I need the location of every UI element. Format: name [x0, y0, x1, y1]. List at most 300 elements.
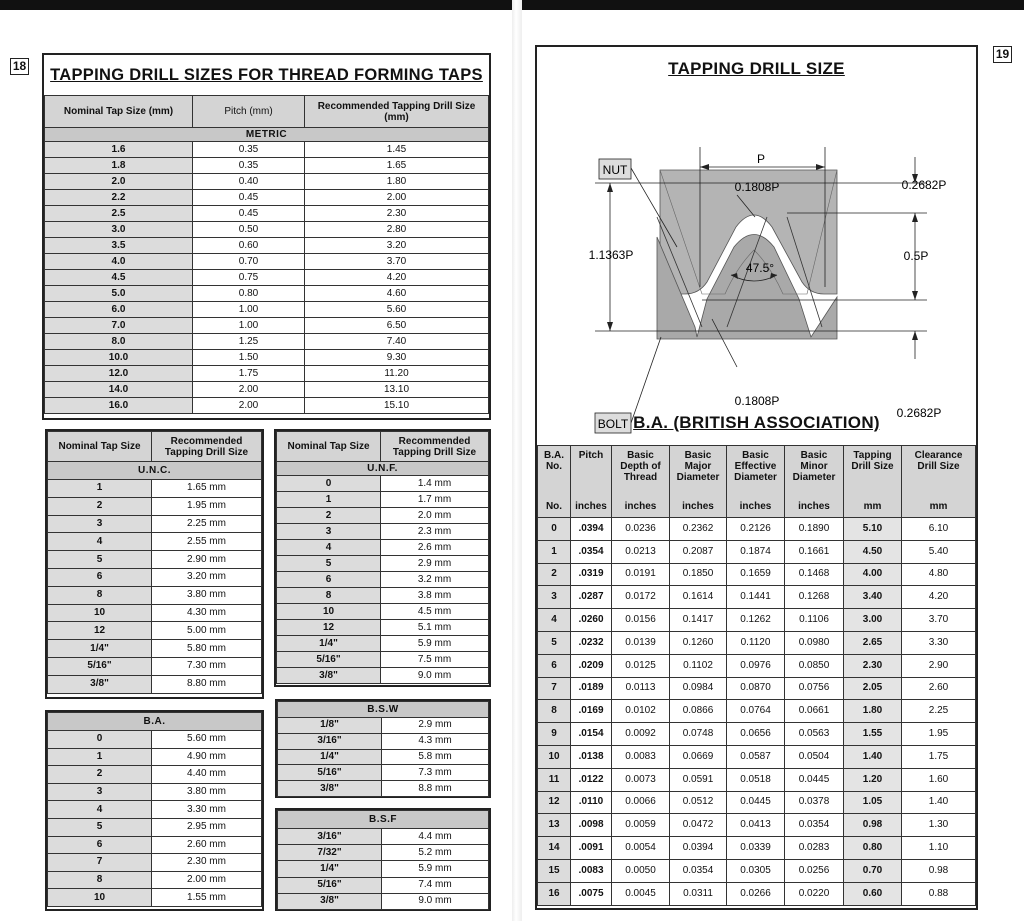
table-cell: 3: [277, 524, 381, 540]
table-cell: 2: [538, 563, 571, 586]
label-angle: 47.5°: [745, 261, 775, 275]
table-row: [48, 675, 262, 693]
table-cell: 0.0661: [785, 700, 844, 723]
table-row: [277, 492, 489, 508]
table-cell: 1.45: [305, 142, 489, 158]
table-cell: .0110: [571, 791, 612, 814]
table-cell: 5.9 mm: [381, 636, 489, 652]
table-row: [277, 572, 489, 588]
table-row: [277, 668, 489, 684]
ba-header-unit-cell: inches: [571, 496, 612, 518]
thread-diagram: [537, 87, 976, 437]
ba-header-cell: Basic Depth of Thread: [612, 446, 670, 496]
metric-section-label: METRIC: [45, 128, 489, 142]
table-cell: 2.05: [844, 677, 902, 700]
table-cell: 3/16": [278, 829, 382, 845]
table-cell: 3.5: [45, 238, 193, 254]
table-cell: 2.55 mm: [152, 533, 262, 551]
metric-header-size: Nominal Tap Size (mm): [45, 96, 193, 128]
table-cell: 4.3 mm: [382, 733, 489, 749]
table-cell: 2.95 mm: [152, 818, 262, 836]
table-cell: 5: [48, 818, 152, 836]
table-row: [538, 814, 976, 837]
table-row: [45, 254, 489, 270]
table-cell: 3.80 mm: [152, 586, 262, 604]
table-cell: 3.0: [45, 222, 193, 238]
metric-table-body: [45, 142, 489, 414]
table-cell: 2.25: [902, 700, 976, 723]
table-row: [48, 889, 262, 907]
table-cell: 10: [48, 604, 152, 622]
table-cell: 0.0283: [785, 837, 844, 860]
page-number-left: 18: [10, 58, 29, 75]
bsw-table-box: [275, 699, 491, 798]
table-cell: 2.2: [45, 190, 193, 206]
table-cell: 3.80 mm: [152, 783, 262, 801]
table-cell: 7/32": [278, 845, 382, 861]
table-cell: 12: [538, 791, 571, 814]
table-row: [538, 631, 976, 654]
table-cell: 2.6 mm: [381, 540, 489, 556]
ba-header-unit-cell: mm: [902, 496, 976, 518]
table-row: [45, 350, 489, 366]
table-cell: 0.45: [193, 190, 305, 206]
table-cell: 0.1850: [670, 563, 727, 586]
table-row: [48, 748, 262, 766]
table-cell: 0.40: [193, 174, 305, 190]
table-cell: 0.0213: [612, 540, 670, 563]
table-cell: 0.0656: [727, 723, 785, 746]
table-cell: 4.30 mm: [152, 604, 262, 622]
table-cell: .0354: [571, 540, 612, 563]
table-cell: 5.1 mm: [381, 620, 489, 636]
table-cell: 0.0504: [785, 745, 844, 768]
table-cell: 3.70: [902, 609, 976, 632]
table-cell: 4.50: [844, 540, 902, 563]
table-row: [277, 588, 489, 604]
table-cell: 1.40: [844, 745, 902, 768]
table-row: [48, 836, 262, 854]
table-cell: 0.0172: [612, 586, 670, 609]
table-row: [48, 657, 262, 675]
table-cell: 0.0756: [785, 677, 844, 700]
table-row: [48, 783, 262, 801]
table-cell: 6: [48, 836, 152, 854]
table-cell: 0.0311: [670, 882, 727, 905]
table-cell: 1.10: [902, 837, 976, 860]
table-row: [45, 334, 489, 350]
table-cell: 0.88: [902, 882, 976, 905]
table-cell: 0.0050: [612, 859, 670, 882]
table-cell: 5: [277, 556, 381, 572]
table-row: [278, 749, 489, 765]
table-cell: 5.2 mm: [382, 845, 489, 861]
bsf-table-box: [275, 808, 491, 911]
diagram-title: TAPPING DRILL SIZE: [668, 59, 845, 78]
table-cell: 0.0125: [612, 654, 670, 677]
table-cell: 0.50: [193, 222, 305, 238]
table-cell: 0.0083: [612, 745, 670, 768]
table-cell: 1.75: [902, 745, 976, 768]
table-cell: 5.40: [902, 540, 976, 563]
ba-table: [537, 445, 976, 906]
table-cell: .0083: [571, 859, 612, 882]
table-cell: 0: [538, 518, 571, 541]
table-cell: 6: [538, 654, 571, 677]
table-cell: 5.60 mm: [152, 731, 262, 749]
table-cell: 1/4": [277, 636, 381, 652]
table-cell: 1.50: [193, 350, 305, 366]
table-cell: 9.0 mm: [381, 668, 489, 684]
ba-header-cell: Basic Major Diameter: [670, 446, 727, 496]
table-row: [48, 731, 262, 749]
table-row: [538, 768, 976, 791]
table-row: [45, 398, 489, 414]
table-cell: 14.0: [45, 382, 193, 398]
table-cell: 0.0066: [612, 791, 670, 814]
ba-header-cell: Tapping Drill Size: [844, 446, 902, 496]
table-row: [278, 718, 489, 734]
table-row: [45, 206, 489, 222]
table-cell: 0.0984: [670, 677, 727, 700]
table-cell: 2.5: [45, 206, 193, 222]
table-cell: 0.1661: [785, 540, 844, 563]
table-cell: 0.0059: [612, 814, 670, 837]
table-cell: 3.2 mm: [381, 572, 489, 588]
table-cell: 2.30: [844, 654, 902, 677]
table-cell: 1.6: [45, 142, 193, 158]
table-cell: 0.0191: [612, 563, 670, 586]
table-cell: 5.8 mm: [382, 749, 489, 765]
table-cell: .0232: [571, 631, 612, 654]
table-cell: 3/8": [278, 781, 382, 797]
table-cell: 5.80 mm: [152, 640, 262, 658]
ba-table-body: [538, 518, 976, 906]
table-cell: 15.10: [305, 398, 489, 414]
table-cell: 9: [538, 723, 571, 746]
table-cell: 1.55 mm: [152, 889, 262, 907]
main-title: TAPPING DRILL SIZES FOR THREAD FORMING TAPS: [50, 66, 483, 84]
table-cell: 11.20: [305, 366, 489, 382]
table-cell: 2.25 mm: [152, 515, 262, 533]
table-cell: 4.60: [305, 286, 489, 302]
table-cell: 7.4 mm: [382, 877, 489, 893]
page-gutter: [512, 0, 522, 921]
table-cell: .0169: [571, 700, 612, 723]
metric-header-drill: Recommended Tapping Drill Size (mm): [305, 96, 489, 128]
table-cell: 6.0: [45, 302, 193, 318]
table-row: [278, 861, 489, 877]
table-cell: 4.20: [902, 586, 976, 609]
table-cell: 8: [277, 588, 381, 604]
table-cell: 5.0: [45, 286, 193, 302]
label-depth: 1.1363P: [588, 248, 634, 262]
table-cell: 1.7 mm: [381, 492, 489, 508]
table-cell: 2: [48, 497, 152, 515]
table-cell: 1/4": [278, 749, 382, 765]
ba-small-table: [47, 712, 262, 907]
table-row: [277, 556, 489, 572]
table-cell: 8: [48, 586, 152, 604]
table-cell: 10: [538, 745, 571, 768]
unc-header-drill: Recommended Tapping Drill Size: [152, 432, 262, 462]
table-cell: 0.0587: [727, 745, 785, 768]
label-half: 0.5P: [903, 249, 929, 263]
table-cell: 1: [48, 480, 152, 498]
table-cell: 10: [48, 889, 152, 907]
bsf-table-body: [278, 829, 489, 910]
table-row: [538, 586, 976, 609]
ba-header-cell: B.A. No.: [538, 446, 571, 496]
table-cell: 1.20: [844, 768, 902, 791]
table-cell: 8.80 mm: [152, 675, 262, 693]
table-cell: 0.0354: [670, 859, 727, 882]
table-cell: 7.30 mm: [152, 657, 262, 675]
table-cell: 1.8: [45, 158, 193, 174]
unc-section-label: U.N.C.: [48, 462, 262, 480]
table-row: [538, 518, 976, 541]
table-row: [48, 766, 262, 784]
table-cell: 0.0073: [612, 768, 670, 791]
table-cell: 2.00: [193, 398, 305, 414]
table-row: [538, 677, 976, 700]
table-cell: 0.0045: [612, 882, 670, 905]
table-cell: 1.80: [844, 700, 902, 723]
table-cell: 0.0394: [670, 837, 727, 860]
table-cell: 16.0: [45, 398, 193, 414]
table-cell: 1.4 mm: [381, 476, 489, 492]
table-cell: 1: [277, 492, 381, 508]
table-cell: 0.98: [902, 859, 976, 882]
table-cell: 2.90: [902, 654, 976, 677]
table-cell: 8: [538, 700, 571, 723]
table-cell: 0.0764: [727, 700, 785, 723]
table-cell: .0260: [571, 609, 612, 632]
table-cell: 0: [277, 476, 381, 492]
label-p: P: [756, 152, 766, 166]
table-cell: 7.0: [45, 318, 193, 334]
bsw-section-label: B.S.W: [278, 702, 489, 718]
table-cell: 0.0378: [785, 791, 844, 814]
table-cell: 3/8": [48, 675, 152, 693]
table-cell: .0154: [571, 723, 612, 746]
table-cell: 5: [48, 551, 152, 569]
table-row: [278, 733, 489, 749]
ba-header-cell: Clearance Drill Size: [902, 446, 976, 496]
table-cell: 5/16": [277, 652, 381, 668]
table-cell: 0.0305: [727, 859, 785, 882]
table-cell: 0.45: [193, 206, 305, 222]
label-crest-bottom: 0.1808P: [734, 394, 780, 408]
table-cell: 0.0748: [670, 723, 727, 746]
table-cell: 5: [538, 631, 571, 654]
table-row: [538, 654, 976, 677]
table-cell: 8.0: [45, 334, 193, 350]
table-row: [48, 551, 262, 569]
table-cell: 0.0236: [612, 518, 670, 541]
table-cell: 0.2087: [670, 540, 727, 563]
table-cell: 7: [538, 677, 571, 700]
table-cell: 3.20 mm: [152, 568, 262, 586]
table-cell: .0394: [571, 518, 612, 541]
table-cell: 6: [277, 572, 381, 588]
table-cell: 2.30 mm: [152, 854, 262, 872]
table-cell: 2.0: [45, 174, 193, 190]
table-cell: 2.00: [305, 190, 489, 206]
ba-small-section-label: B.A.: [48, 713, 262, 731]
table-cell: 4.90 mm: [152, 748, 262, 766]
table-cell: 0.1106: [785, 609, 844, 632]
table-cell: 0.0512: [670, 791, 727, 814]
table-row: [48, 480, 262, 498]
table-row: [48, 622, 262, 640]
label-nut: NUT: [602, 163, 628, 177]
unf-table-box: [274, 429, 491, 687]
table-cell: 2.60 mm: [152, 836, 262, 854]
table-cell: 4.4 mm: [382, 829, 489, 845]
table-row: [48, 533, 262, 551]
table-cell: 8: [48, 871, 152, 889]
table-row: [45, 318, 489, 334]
table-row: [48, 515, 262, 533]
table-row: [277, 508, 489, 524]
table-cell: 1: [48, 748, 152, 766]
table-cell: 1: [538, 540, 571, 563]
ba-header-unit-cell: mm: [844, 496, 902, 518]
right-page-frame: [535, 45, 978, 910]
table-row: [278, 829, 489, 845]
table-cell: 0.0980: [785, 631, 844, 654]
table-cell: 6.50: [305, 318, 489, 334]
table-cell: 0.0102: [612, 700, 670, 723]
table-row: [45, 158, 489, 174]
table-cell: 0.98: [844, 814, 902, 837]
label-right-bottom: 0.2682P: [896, 406, 942, 420]
ba-header-unit-cell: inches: [612, 496, 670, 518]
table-cell: 0.2362: [670, 518, 727, 541]
table-cell: 3.40: [844, 586, 902, 609]
label-bolt: BOLT: [597, 417, 629, 431]
table-cell: 2.65: [844, 631, 902, 654]
table-cell: 0.1120: [727, 631, 785, 654]
table-row: [45, 382, 489, 398]
metric-header-pitch: Pitch (mm): [193, 96, 305, 128]
table-cell: 1.95: [902, 723, 976, 746]
table-cell: 2.00: [193, 382, 305, 398]
table-cell: 6: [48, 568, 152, 586]
table-cell: 0.1262: [727, 609, 785, 632]
table-row: [277, 636, 489, 652]
table-cell: 3: [538, 586, 571, 609]
table-cell: 1.65: [305, 158, 489, 174]
table-cell: 3/16": [278, 733, 382, 749]
table-row: [278, 781, 489, 797]
table-cell: 2: [277, 508, 381, 524]
ba-header-unit-cell: inches: [785, 496, 844, 518]
table-cell: 3.30 mm: [152, 801, 262, 819]
table-cell: 10.0: [45, 350, 193, 366]
table-cell: 4.00: [844, 563, 902, 586]
unf-table: [276, 431, 489, 684]
table-cell: 4: [277, 540, 381, 556]
table-cell: 7.5 mm: [381, 652, 489, 668]
unc-table-box: [45, 429, 264, 699]
table-cell: 1/4": [278, 861, 382, 877]
unc-header-size: Nominal Tap Size: [48, 432, 152, 462]
ba-header-unit-cell: inches: [727, 496, 785, 518]
label-crest-top: 0.1808P: [734, 180, 780, 194]
table-cell: 0.0976: [727, 654, 785, 677]
table-cell: 0: [48, 731, 152, 749]
table-cell: 0.70: [193, 254, 305, 270]
table-cell: 0.35: [193, 142, 305, 158]
ba-small-table-body: [48, 731, 262, 907]
table-cell: 15: [538, 859, 571, 882]
table-cell: 0.0354: [785, 814, 844, 837]
ba-header-cell: Basic Minor Diameter: [785, 446, 844, 496]
table-row: [48, 801, 262, 819]
table-cell: 0.0113: [612, 677, 670, 700]
table-cell: 0.0870: [727, 677, 785, 700]
table-row: [277, 524, 489, 540]
table-cell: 0.0139: [612, 631, 670, 654]
table-cell: 1.30: [902, 814, 976, 837]
table-cell: 1.60: [902, 768, 976, 791]
table-cell: 4.20: [305, 270, 489, 286]
table-cell: 5.60: [305, 302, 489, 318]
table-cell: 5/16": [278, 877, 382, 893]
table-cell: .0189: [571, 677, 612, 700]
table-cell: 0.0445: [727, 791, 785, 814]
metric-table-box: [42, 53, 491, 420]
table-cell: 1.40: [902, 791, 976, 814]
bsw-table-body: [278, 718, 489, 797]
table-cell: 0.60: [844, 882, 902, 905]
table-cell: 0.1874: [727, 540, 785, 563]
table-cell: 1.75: [193, 366, 305, 382]
table-cell: 3: [48, 783, 152, 801]
table-row: [277, 476, 489, 492]
table-cell: 0.0156: [612, 609, 670, 632]
table-cell: 5.10: [844, 518, 902, 541]
table-cell: 2: [48, 766, 152, 784]
unf-section-label: U.N.F.: [277, 462, 489, 476]
table-cell: 1.65 mm: [152, 480, 262, 498]
table-row: [48, 604, 262, 622]
page-number-right: 19: [993, 46, 1012, 63]
table-cell: 0.0563: [785, 723, 844, 746]
table-cell: 0.1614: [670, 586, 727, 609]
table-cell: 14: [538, 837, 571, 860]
table-cell: .0098: [571, 814, 612, 837]
table-cell: 0.35: [193, 158, 305, 174]
table-row: [48, 818, 262, 836]
table-cell: 3.70: [305, 254, 489, 270]
table-cell: 11: [538, 768, 571, 791]
table-cell: .0287: [571, 586, 612, 609]
table-cell: 4.80: [902, 563, 976, 586]
table-row: [538, 882, 976, 905]
table-cell: 0.70: [844, 859, 902, 882]
table-cell: 0.0445: [785, 768, 844, 791]
ba-small-table-box: [45, 710, 264, 911]
table-row: [538, 609, 976, 632]
table-row: [277, 540, 489, 556]
table-cell: 0.0669: [670, 745, 727, 768]
table-cell: 3/8": [277, 668, 381, 684]
table-row: [45, 270, 489, 286]
table-cell: 0.0339: [727, 837, 785, 860]
